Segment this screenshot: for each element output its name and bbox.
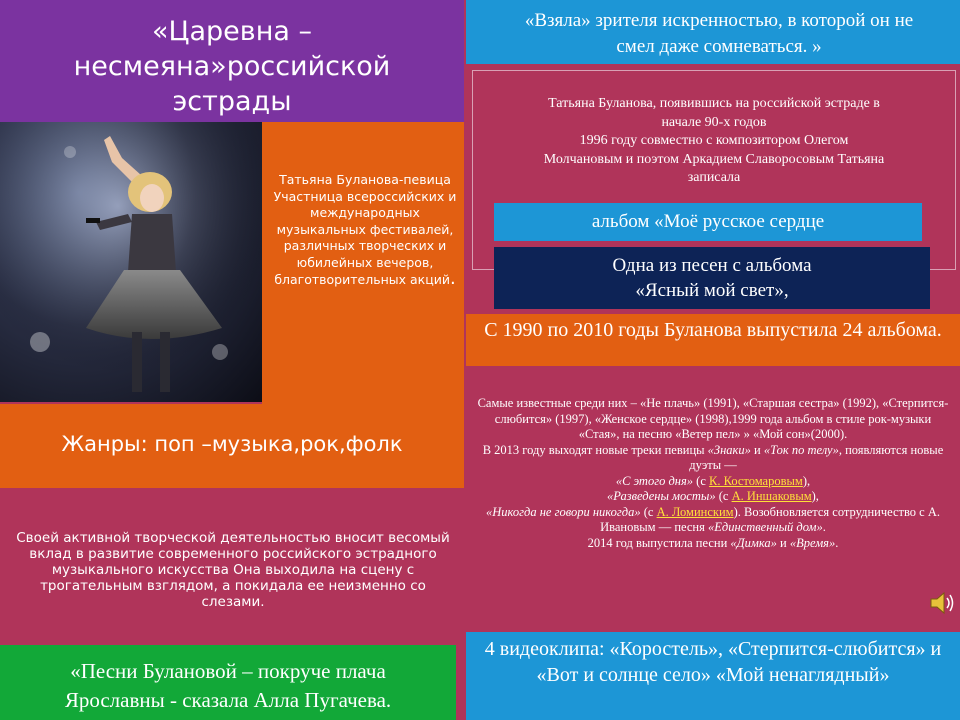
took-line-1: «Взяла» зрителя искренностью, в которой он не: [524, 10, 914, 31]
genres-text: [0, 404, 464, 488]
contribution-text: [0, 488, 464, 640]
title-line-3: эстрады: [172, 86, 292, 117]
audience-quote: [466, 0, 960, 64]
kostomarov-link[interactable]: К. Костомаровым: [709, 473, 803, 488]
duet-2-title: «Разведены мосты»: [607, 489, 716, 503]
famous-p2-start: В 2013 году выходят новые треки певицы: [482, 442, 708, 457]
bio-line-1: Татьяна Буланова, появившись на российской эстраде в: [548, 96, 880, 111]
speaker-icon[interactable]: [929, 588, 955, 618]
famous-p4-start: 2014 год выпустила песни: [587, 535, 731, 550]
albums-count-text: С 1990 по 2010 годы Буланова выпустила 24 альбома.: [484, 319, 942, 341]
bio-line-4: Молчановым и поэтом Аркадием Славоросовым Татьяна: [543, 151, 885, 167]
intro-body: Татьяна Буланова-певица Участница всероссийских и международных музыкальных фестивалей, различных творческих и юбилейных вечеров, благотворительных акций: [273, 172, 457, 287]
famous-paragraph-1: Самые известные среди них – «Не плачь» (1991), «Старшая сестра» (1992), «Стерпится-слюбится» (1997), «Женское сердце» (1998),1999 года альбом в стиле рок-музыки «Стая», на песню «Ветер пел» » «Мой сон»(2000).: [477, 396, 949, 441]
song-time: «Время»: [789, 535, 836, 550]
album-title: [494, 203, 922, 241]
famous-p-end-1: .: [822, 520, 826, 534]
duet-2-close: ),: [811, 489, 819, 503]
duet-1-close: ),: [802, 473, 811, 488]
bio-line-2: начале 90-х годов: [661, 114, 767, 130]
intro-end: .: [449, 268, 456, 289]
famous-songs: [466, 374, 960, 626]
videos-text: [466, 632, 960, 720]
genres-label: Жанры: поп –музыка,рок,фолк: [61, 432, 403, 456]
pugacheva-quote: [0, 645, 456, 720]
track-tok: «Ток по телу»: [763, 442, 839, 457]
contribution-body: Своей активной творческой деятельностью вносит весомый вклад в развитие современного российского эстрадного музыкального искусства Она выходила на сцену с трогательным взглядом, а покидала ее неизменно со слезами.: [16, 530, 450, 610]
famous-paragraph-2: [476, 443, 950, 474]
song-home: «Единственный дом»: [707, 520, 823, 534]
famous-p2-and: и: [750, 442, 764, 457]
lominsky-link[interactable]: А. Ломинским: [656, 504, 734, 519]
song-line-2: «Ясный мой свет»,: [635, 280, 789, 301]
duet-3-open: (с: [640, 504, 657, 519]
famous-duet-3: [476, 505, 950, 536]
albums-count: [466, 314, 960, 366]
bio-line-5: записала: [687, 170, 741, 185]
page-title: [0, 0, 464, 122]
album-label: альбом «Моё русское сердце: [591, 211, 825, 232]
duet-2-open: (с: [715, 489, 732, 503]
famous-duet-2: [476, 489, 950, 505]
took-line-2: смел даже сомневаться. »: [616, 36, 822, 57]
duet-1-title: «С этого дня»: [615, 473, 694, 488]
singer-photo: [0, 122, 262, 402]
song-line-1: Одна из песен с альбома: [612, 255, 812, 276]
quote-line-1: «Песни Булановой – покруче плача: [70, 659, 386, 683]
singer-photo-icon: [0, 122, 262, 402]
famous-paragraph-4: [476, 536, 950, 552]
inshakov-link[interactable]: А. Иншаковым: [731, 489, 812, 503]
famous-p2-end: , появляются новые дуэты —: [689, 442, 944, 472]
title-line-1: «Царевна –: [152, 16, 312, 47]
videos-label: 4 видеоклипа: «Коростель», «Стерпится-слюбится» и «Вот и солнце село» «Мой ненаглядный»: [484, 638, 942, 686]
song-info: [494, 247, 930, 309]
famous-p4-end: .: [835, 535, 839, 550]
famous-duet-1: [476, 474, 950, 490]
track-znaki: «Знаки»: [707, 442, 751, 457]
famous-p4-and: и: [776, 535, 790, 550]
duet-1-open: (с: [693, 473, 710, 488]
bio-line-3: 1996 году совместно с композитором Олегом: [579, 133, 849, 148]
quote-line-2: Ярославны - сказала Алла Пугачева.: [64, 688, 392, 712]
song-dimka: «Димка»: [730, 535, 777, 550]
intro-text: [262, 122, 464, 404]
title-line-2: несмеяна»российской: [73, 51, 391, 82]
duet-3-close: ). Возобновляется сотрудничество с А. Ивановым — песня: [600, 504, 940, 534]
duet-3-title: «Никогда не говори никогда»: [485, 504, 641, 519]
